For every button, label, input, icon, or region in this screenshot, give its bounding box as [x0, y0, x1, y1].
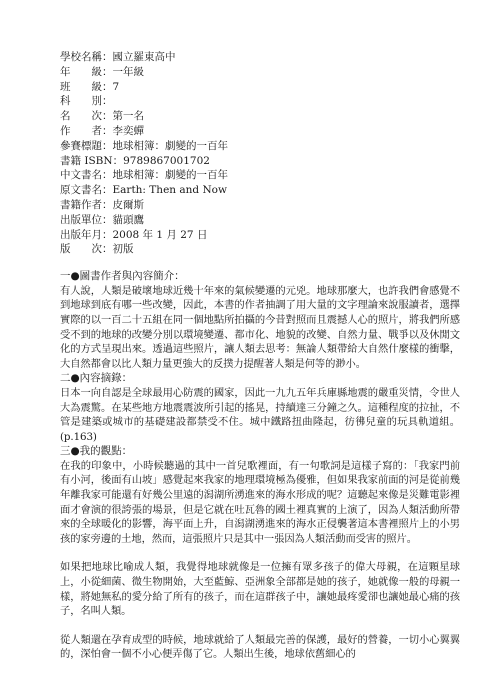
summary-text: 有人說，人類是破壞地球近幾十年來的氣候變遷的元兇。地球那麼大，也許我們會感覺不到地球到底有哪一些改變，因此，本書的作者抽調了用大量的文字理論來說服讀者，選擇實際的以一百二十五組在同一個地點所拍攝的今昔對照而且震撼人心的照片，將我們所感受不到的地球的改變分別以環境變遷、都市化、地貌的改變、自然力量、戰爭以及休閒文化的方式呈現出來。透過這些照片，讓人類去思考：無論人類帶給大自然什麼樣的衝擊，大自然都會以比人類力量更強大的反撲力提醒著人類是何等的渺小。 — [60, 284, 460, 370]
metadata-label: 書籍 ISBN — [60, 154, 113, 167]
views-paragraph-2: 如果把地球比喻成人類，我覺得地球就像是一位擁有眾多孩子的偉大母親，在這顆星球上，小從細菌、微生物開始，大至藍鯨、亞洲象全部都是她的孩子，她就像一般的母親一樣，將她無私的愛分給了所有的孩子，而在這群孩子中，讓她最疼愛卻也讓她最心痛的孩子，名叫人類。 — [60, 561, 460, 618]
metadata-value: Earth: Then and Now — [112, 184, 227, 197]
metadata-row — [60, 228, 460, 243]
metadata-label: 出版單位 — [60, 213, 102, 226]
metadata-label: 科 別 — [60, 95, 102, 108]
metadata-label: 出版年月 — [60, 228, 102, 241]
metadata-value: 9789867001702 — [123, 154, 210, 167]
metadata-row — [60, 213, 460, 228]
metadata-colon: ： — [102, 198, 113, 211]
metadata-colon: ： — [102, 51, 113, 63]
excerpt-section — [60, 371, 460, 444]
metadata-row — [60, 198, 460, 213]
metadata-row — [60, 168, 460, 183]
metadata-colon: ： — [102, 243, 113, 256]
metadata-label: 作 者 — [60, 124, 102, 137]
document-page — [60, 50, 460, 662]
metadata-block — [60, 50, 460, 257]
metadata-label: 原文書名 — [60, 184, 102, 197]
metadata-value: 初版 — [112, 243, 134, 256]
metadata-colon: ： — [102, 80, 113, 93]
paragraph-gap — [60, 546, 460, 560]
metadata-row — [60, 139, 460, 154]
metadata-label: 班 級 — [60, 80, 102, 93]
views-section — [60, 444, 460, 662]
metadata-label: 書籍作者 — [60, 198, 102, 211]
metadata-colon: ： — [112, 154, 124, 167]
metadata-value: 國立羅東高中 — [112, 51, 176, 63]
excerpt-heading: 二●內容摘錄： — [60, 372, 133, 385]
metadata-colon: ： — [102, 169, 113, 182]
paragraph-gap — [60, 619, 460, 633]
metadata-value: 2008 年 1 月 27 日 — [112, 228, 208, 241]
metadata-value: 7 — [112, 80, 120, 93]
metadata-label: 中文書名 — [60, 169, 102, 182]
metadata-row — [60, 109, 460, 124]
metadata-row — [60, 80, 460, 95]
metadata-value: 地球相簿：劇變的一百年 — [112, 139, 228, 152]
metadata-colon: ： — [102, 95, 113, 108]
metadata-value: 皮爾斯 — [112, 198, 144, 211]
metadata-colon: ： — [102, 65, 113, 78]
metadata-value: 第一名 — [112, 110, 144, 123]
metadata-row — [60, 50, 460, 65]
metadata-row — [60, 183, 460, 198]
excerpt-text: 日本一向自認是全球最用心防震的國家，因此一九九五年兵庫縣地震的嚴重災情，令世人大為震驚。在某些地方地震震波所引起的搖晃，持續達三分鐘之久。這種程度的拉扯，不管是建築或城市的基礎建設都禁受不住。城中鐵路扭曲隆起，彷彿兒童的玩具軌道組。(p.163) — [60, 386, 460, 443]
metadata-label: 參賽標題 — [60, 139, 102, 152]
summary-heading: 一●圖書作者與內容簡介： — [60, 270, 185, 283]
metadata-colon: ： — [102, 213, 113, 226]
metadata-colon: ： — [102, 110, 113, 123]
metadata-colon: ： — [102, 139, 113, 152]
metadata-row — [60, 94, 460, 109]
views-paragraph-1: 在我的印象中，小時候聽過的其中一首兒歌裡面，有一句歌詞是這樣子寫的：「我家門前有小河，後面有山坡」感覺起來我家的地理環境極為優雅，但如果我家前面的河是從前幾年離我家可能還有好幾公里遠的潟湖所湧進來的海水形成的呢？這聽起來像是災難電影裡面才會演的很誇張的場景，但是它就在吐瓦魯的國土裡真實的上演了，因為人類活動所帶來的全球暖化的影響，海平面上升，自潟湖湧進來的海水正侵襲著這本書裡照片上的小男孩的家旁邊的土地，然而，這張照片只是其中一張因為人類活動而受害的照片。 — [60, 459, 460, 545]
metadata-label: 學校名稱 — [60, 51, 102, 63]
summary-section — [60, 269, 460, 371]
metadata-label: 名 次 — [60, 110, 102, 123]
metadata-colon: ： — [102, 184, 113, 197]
metadata-value: 貓頭鷹 — [112, 213, 144, 226]
metadata-row — [60, 154, 460, 169]
spacer — [60, 257, 460, 269]
metadata-value: 地球相簿：劇變的一百年 — [112, 169, 228, 182]
metadata-colon: ： — [102, 228, 113, 241]
metadata-row — [60, 124, 460, 139]
views-heading: 三●我的觀點： — [60, 445, 133, 458]
metadata-label: 版 次 — [60, 243, 102, 256]
metadata-row — [60, 65, 460, 80]
metadata-value: 李奕蟬 — [112, 124, 144, 137]
metadata-value: 一年級 — [112, 65, 144, 78]
metadata-row — [60, 242, 460, 257]
metadata-label: 年 級 — [60, 65, 102, 78]
metadata-colon: ： — [102, 124, 113, 137]
views-paragraph-3: 從人類還在孕育成型的時候，地球就給了人類最完善的保護，最好的營養，一切小心翼翼的，深怕會一個不小心便弄傷了它。人類出生後，地球依舊細心的 — [60, 633, 460, 661]
